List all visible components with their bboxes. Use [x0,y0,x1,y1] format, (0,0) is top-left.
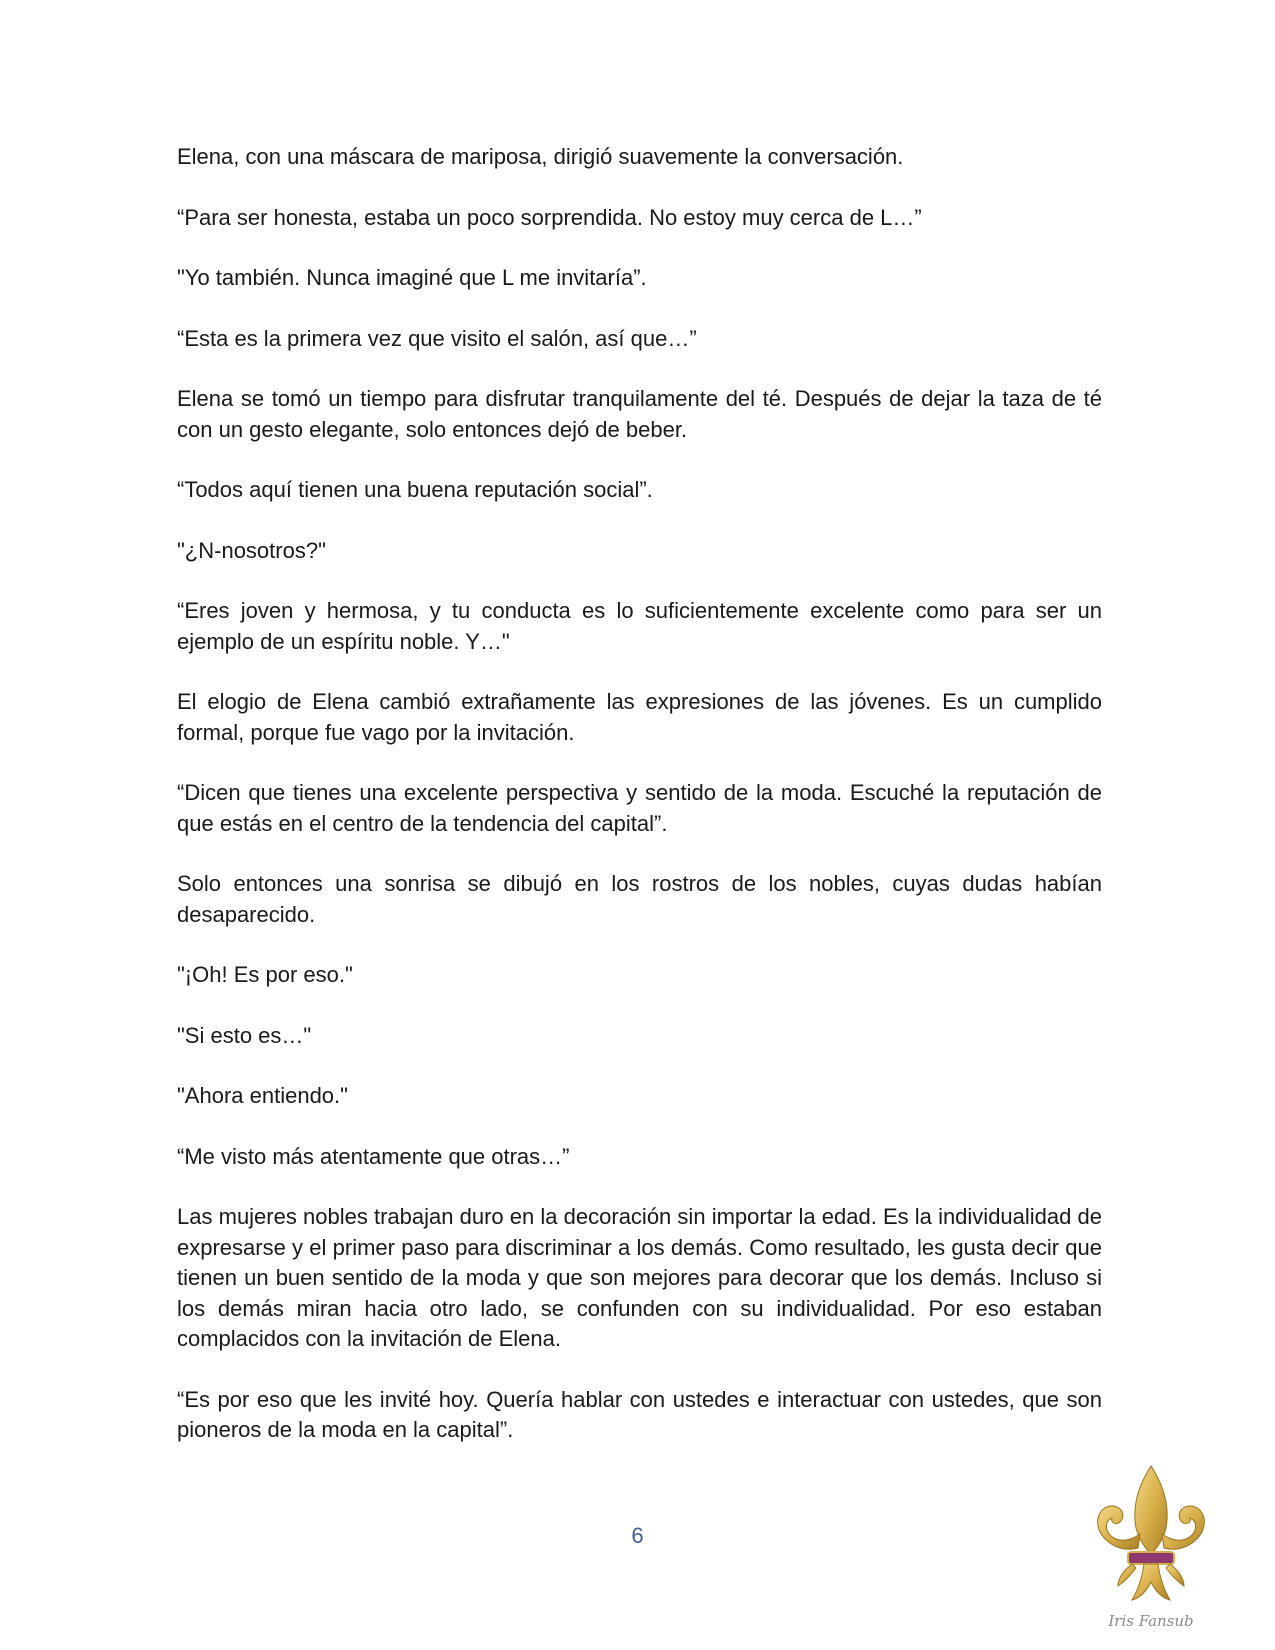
logo-caption: Iris Fansub [1108,1612,1194,1630]
paragraph: Solo entonces una sonrisa se dibujó en los rostros de los nobles, cuyas dudas habían desaparecido. [177,871,1102,927]
paragraph: Elena, con una máscara de mariposa, dirigió suavemente la conversación. [177,144,904,169]
paragraph: "Ahora entiendo." [177,1083,348,1108]
paragraph: “Todos aquí tienen una buena reputación social”. [177,477,653,502]
fansub-logo [1088,1462,1214,1642]
fleur-de-lis-icon [1088,1462,1214,1612]
paragraph: "¡Oh! Es por eso." [177,962,353,987]
paragraph: "Si esto es…" [177,1022,312,1048]
paragraph: “Me visto más atentamente que otras…” [177,1143,570,1169]
paragraph: “Para ser honesta, estaba un poco sorprendida. No estoy muy cerca de L…” [177,204,922,230]
paragraph: Elena se tomó un tiempo para disfrutar tranquilamente del té. Después de dejar la taza de té con un gesto elegante, solo entonces dejó de beber. [177,386,1102,442]
paragraph: El elogio de Elena cambió extrañamente las expresiones de las jóvenes. Es un cumplido formal, porque fue vago por la invitación. [177,689,1102,745]
paragraph: “Es por eso que les invité hoy. Quería hablar con ustedes e interactuar con ustedes, que son pioneros de la moda en la capital”. [177,1386,1102,1442]
page-number: 6 [631,1523,644,1548]
paragraph: “Dicen que tienes una excelente perspectiva y sentido de la moda. Escuché la reputación de que estás en el centro de la tendencia del capital”. [177,780,1102,836]
paragraph: "Yo también. Nunca imaginé que L me invitaría”. [177,265,647,290]
body-text [177,142,1102,1476]
paragraph: “Eres joven y hermosa, y tu conducta es lo suficientemente excelente como para ser un ejemplo de un espíritu noble. Y…" [177,598,1102,654]
paragraph: “Esta es la primera vez que visito el salón, así que…” [177,325,697,351]
paragraph: "¿N-nosotros?" [177,537,326,563]
paragraph: Las mujeres nobles trabajan duro en la decoración sin importar la edad. Es la individualidad de expresarse y el primer paso para discriminar a los demás. Como resultado, les gusta decir que tienen un buen sentido de la moda y que son mejores para decorar que los demás. Incluso si los demás miran hacia otro lado, se confunden con su individualidad. Por eso estaban complacidos con la invitación de Elena. [177,1204,1102,1351]
